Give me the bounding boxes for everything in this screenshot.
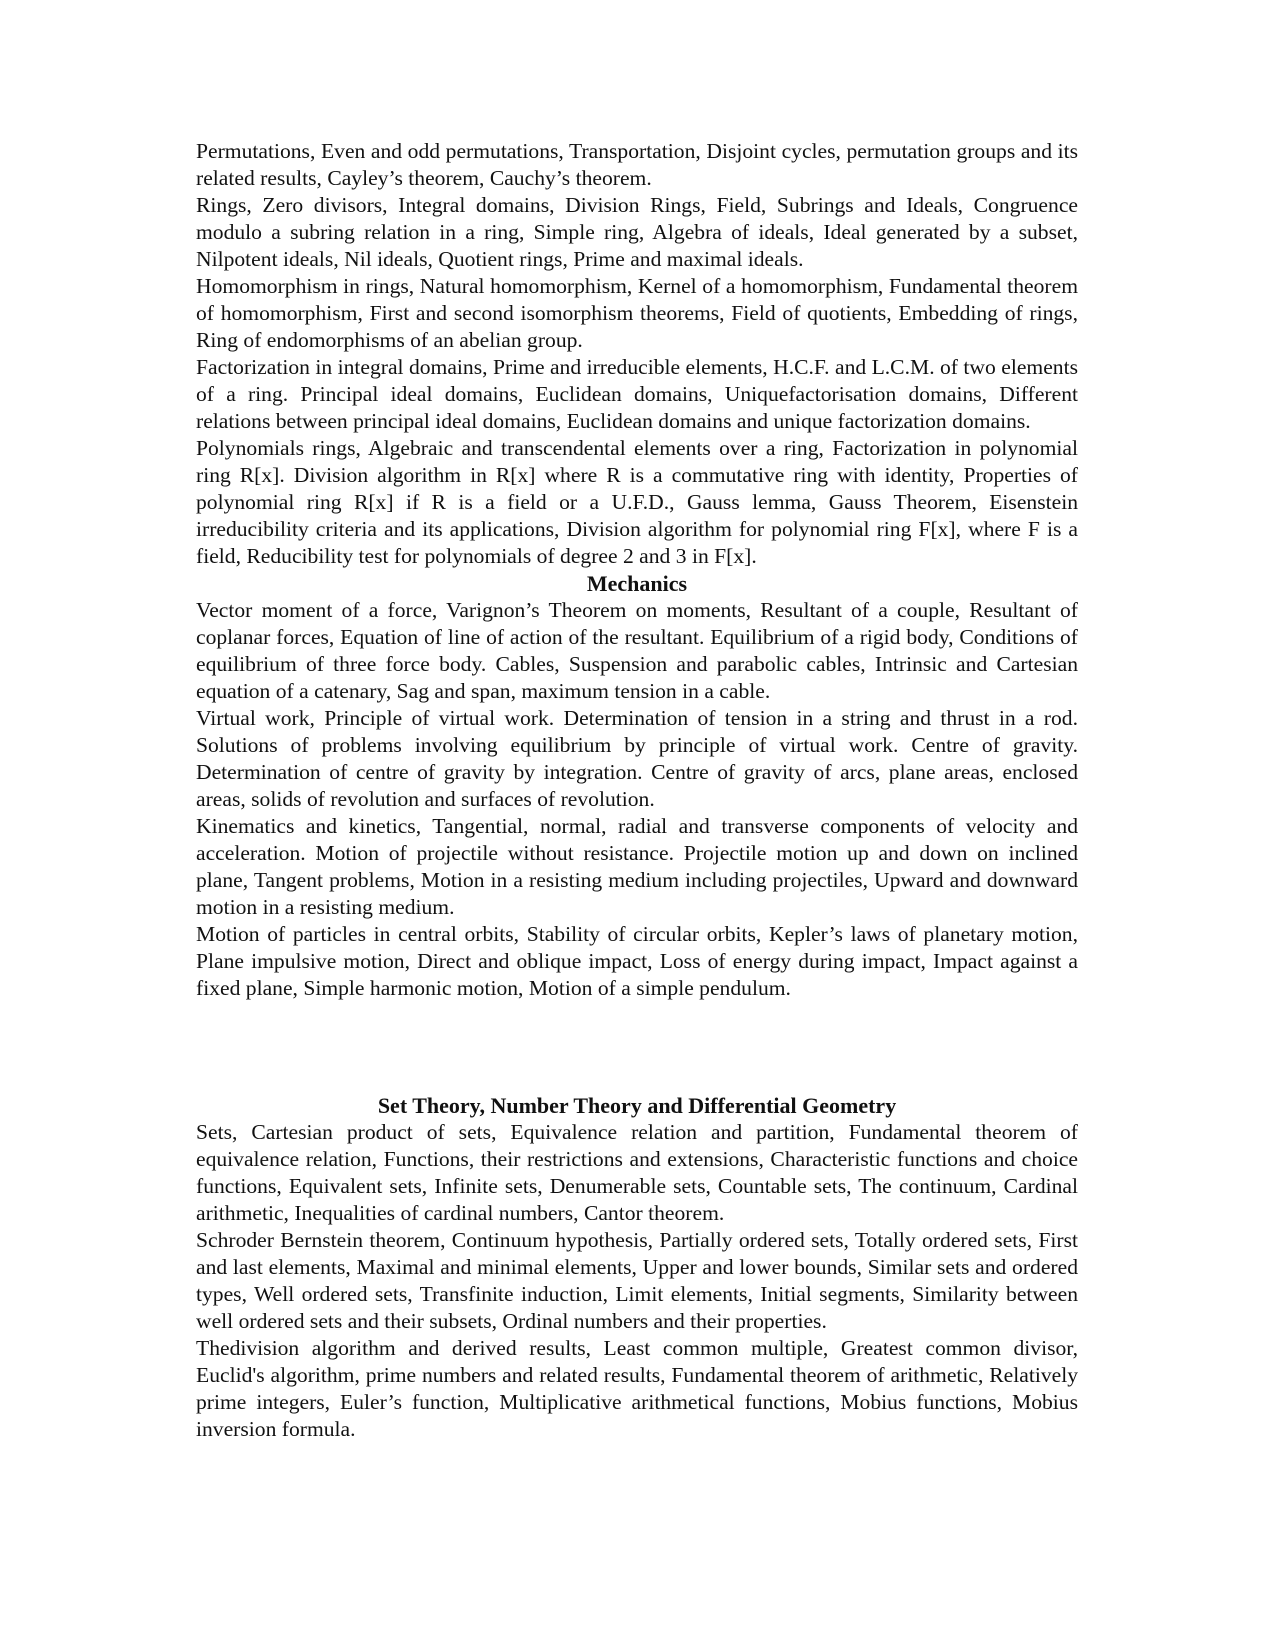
section-gap (196, 1002, 1078, 1092)
paragraph-sets: Sets, Cartesian product of sets, Equivalence relation and partition, Fundamental theorem of equivalence relation, Functions, their restrictions and extensions, Characteristic functions and choice functions, Equivalent sets, Infinite sets, Denumerable sets, Countable sets, The continuum, Cardinal arithmetic, Inequalities of cardinal numbers, Cantor theorem. (196, 1120, 1078, 1225)
paragraph-homomorphism: Homomorphism in rings, Natural homomorphism, Kernel of a homomorphism, Fundamental theorem of homomorphism, First and second isomorphism theorems, Field of quotients, Embedding of rings, Ring of endomorphisms of an abelian group. (196, 274, 1078, 352)
paragraph-virtual-work: Virtual work, Principle of virtual work. Determination of tension in a string and thrust in a rod. Solutions of problems involving equilibrium by principle of virtual work. Centre of gravity. Determination of centre of gravity by integration. Centre of gravity of arcs, plane areas, enclosed areas, solids of revolution and surfaces of revolution. (196, 706, 1078, 811)
section-heading-mechanics: Mechanics (586, 571, 688, 596)
section-heading-set-theory: Set Theory, Number Theory and Differential Geometry (377, 1093, 897, 1118)
paragraph-central-orbits: Motion of particles in central orbits, Stability of circular orbits, Kepler’s laws of planetary motion, Plane impulsive motion, Direct and oblique impact, Loss of energy during impact, Impact against a fixed plane, Simple harmonic motion, Motion of a simple pendulum. (196, 922, 1078, 1000)
paragraph-division-algorithm: Thedivision algorithm and derived results, Least common multiple, Greatest common divisor, Euclid's algorithm, prime numbers and related results, Fundamental theorem of arithmetic, Relatively prime integers, Euler’s function, Multiplicative arithmetical functions, Mobius functions, Mobius inversion formula. (196, 1336, 1078, 1441)
document-page (196, 138, 1078, 1443)
paragraph-rings: Rings, Zero divisors, Integral domains, Division Rings, Field, Subrings and Ideals, Congruence modulo a subring relation in a ring, Simple ring, Algebra of ideals, Ideal generated by a subset, Nilpotent ideals, Nil ideals, Quotient rings, Prime and maximal ideals. (196, 193, 1078, 271)
section-mechanics (196, 570, 1078, 1002)
paragraph-factorization: Factorization in integral domains, Prime and irreducible elements, H.C.F. and L.C.M. of two elements of a ring. Principal ideal domains, Euclidean domains, Uniquefactorisation domains, Different relations between principal ideal domains, Euclidean domains and unique factorization domains. (196, 355, 1078, 433)
paragraph-schroder-bernstein: Schroder Bernstein theorem, Continuum hypothesis, Partially ordered sets, Totally ordered sets, First and last elements, Maximal and minimal elements, Upper and lower bounds, Similar sets and ordered types, Well ordered sets, Transfinite induction, Limit elements, Initial segments, Similarity between well ordered sets and their subsets, Ordinal numbers and their properties. (196, 1228, 1078, 1333)
section-algebra (196, 138, 1078, 570)
paragraph-polynomial-rings: Polynomials rings, Algebraic and transcendental elements over a ring, Factorization in polynomial ring R[x]. Division algorithm in R[x] where R is a commutative ring with identity, Properties of polynomial ring R[x] if R is a field or a U.F.D., Gauss lemma, Gauss Theorem, Eisenstein irreducibility criteria and its applications, Division algorithm for polynomial ring F[x], where F is a field, Reducibility test for polynomials of degree 2 and 3 in F[x]. (196, 436, 1078, 568)
paragraph-permutations: Permutations, Even and odd permutations, Transportation, Disjoint cycles, permutation groups and its related results, Cayley’s theorem, Cauchy’s theorem. (196, 139, 1078, 190)
paragraph-kinematics: Kinematics and kinetics, Tangential, normal, radial and transverse components of velocity and acceleration. Motion of projectile without resistance. Projectile motion up and down on inclined plane, Tangent problems, Motion in a resisting medium including projectiles, Upward and downward motion in a resisting medium. (196, 814, 1078, 919)
paragraph-vector-moment: Vector moment of a force, Varignon’s Theorem on moments, Resultant of a couple, Resultant of coplanar forces, Equation of line of action of the resultant. Equilibrium of a rigid body, Conditions of equilibrium of three force body. Cables, Suspension and parabolic cables, Intrinsic and Cartesian equation of a catenary, Sag and span, maximum tension in a cable. (196, 598, 1078, 703)
section-set-theory (196, 1092, 1078, 1443)
